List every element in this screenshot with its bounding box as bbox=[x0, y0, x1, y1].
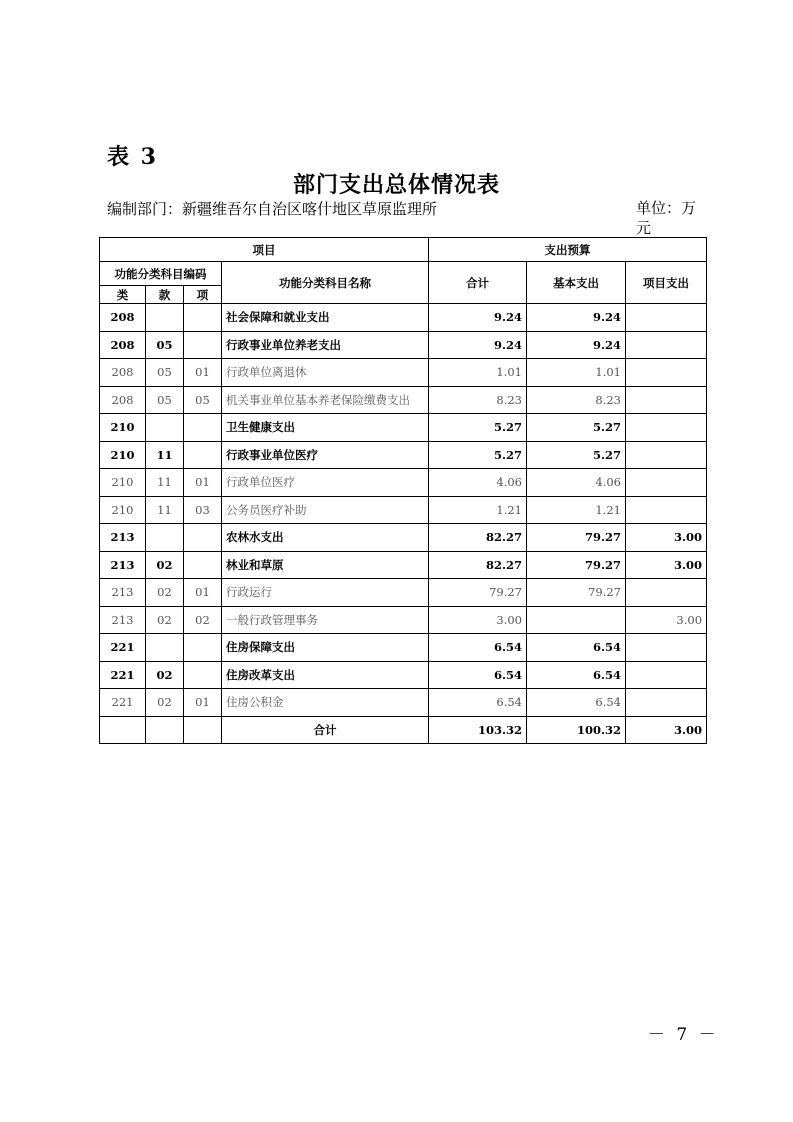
cell-kuan: 02 bbox=[146, 661, 184, 689]
cell-kuan: 02 bbox=[146, 551, 184, 579]
cell-kuan bbox=[146, 414, 184, 442]
cell-xiang bbox=[184, 441, 222, 469]
cell-kuan bbox=[146, 304, 184, 332]
cell-lei: 210 bbox=[100, 441, 146, 469]
cell-total: 9.24 bbox=[429, 331, 527, 359]
cell-basic: 79.27 bbox=[527, 579, 626, 607]
cell-lei: 210 bbox=[100, 496, 146, 524]
table-row bbox=[100, 386, 707, 414]
cell-name: 公务员医疗补助 bbox=[222, 496, 429, 524]
table-row bbox=[100, 496, 707, 524]
table-body bbox=[100, 304, 707, 717]
cell-kuan: 11 bbox=[146, 496, 184, 524]
cell-total: 6.54 bbox=[429, 634, 527, 662]
cell-project bbox=[626, 579, 707, 607]
cell-kuan: 11 bbox=[146, 469, 184, 497]
table-row bbox=[100, 304, 707, 332]
cell-name: 住房改革支出 bbox=[222, 661, 429, 689]
cell-total: 9.24 bbox=[429, 304, 527, 332]
total-label: 合计 bbox=[222, 716, 429, 744]
cell-xiang bbox=[184, 304, 222, 332]
cell-lei: 208 bbox=[100, 331, 146, 359]
cell-kuan bbox=[146, 634, 184, 662]
cell-name: 行政单位医疗 bbox=[222, 469, 429, 497]
table-row bbox=[100, 579, 707, 607]
cell-basic: 79.27 bbox=[527, 524, 626, 552]
cell-xiang: 01 bbox=[184, 689, 222, 717]
header-project-expense: 项目支出 bbox=[626, 262, 707, 304]
cell-lei: 213 bbox=[100, 606, 146, 634]
cell-kuan: 11 bbox=[146, 441, 184, 469]
header-xiang: 项 bbox=[184, 286, 222, 304]
cell-kuan: 02 bbox=[146, 689, 184, 717]
total-cell-empty bbox=[100, 716, 146, 744]
cell-total: 4.06 bbox=[429, 469, 527, 497]
cell-basic: 4.06 bbox=[527, 469, 626, 497]
cell-lei: 208 bbox=[100, 304, 146, 332]
cell-name: 行政单位离退休 bbox=[222, 359, 429, 387]
cell-xiang bbox=[184, 634, 222, 662]
total-cell-empty bbox=[146, 716, 184, 744]
cell-name: 行政运行 bbox=[222, 579, 429, 607]
cell-project bbox=[626, 661, 707, 689]
cell-basic: 5.27 bbox=[527, 414, 626, 442]
cell-total: 5.27 bbox=[429, 441, 527, 469]
cell-project bbox=[626, 414, 707, 442]
cell-basic: 6.54 bbox=[527, 634, 626, 662]
cell-basic: 9.24 bbox=[527, 331, 626, 359]
table-number: 表 3 bbox=[107, 144, 158, 170]
cell-xiang bbox=[184, 524, 222, 552]
cell-basic: 8.23 bbox=[527, 386, 626, 414]
cell-xiang: 02 bbox=[184, 606, 222, 634]
cell-name: 住房保障支出 bbox=[222, 634, 429, 662]
cell-project: 3.00 bbox=[626, 551, 707, 579]
page-title: 部门支出总体情况表 bbox=[292, 172, 500, 198]
table-row bbox=[100, 606, 707, 634]
table-row bbox=[100, 469, 707, 497]
cell-total: 6.54 bbox=[429, 661, 527, 689]
header-code-group: 功能分类科目编码 bbox=[100, 262, 222, 286]
cell-total: 1.01 bbox=[429, 359, 527, 387]
cell-project bbox=[626, 441, 707, 469]
cell-xiang: 01 bbox=[184, 579, 222, 607]
cell-project bbox=[626, 331, 707, 359]
cell-kuan bbox=[146, 524, 184, 552]
cell-total: 5.27 bbox=[429, 414, 527, 442]
cell-project bbox=[626, 496, 707, 524]
total-cell-empty bbox=[184, 716, 222, 744]
header-total: 合计 bbox=[429, 262, 527, 304]
cell-xiang bbox=[184, 331, 222, 359]
cell-lei: 213 bbox=[100, 579, 146, 607]
cell-lei: 221 bbox=[100, 634, 146, 662]
cell-xiang: 05 bbox=[184, 386, 222, 414]
cell-name: 社会保障和就业支出 bbox=[222, 304, 429, 332]
table-row bbox=[100, 551, 707, 579]
total-amount: 103.32 bbox=[429, 716, 527, 744]
cell-total: 6.54 bbox=[429, 689, 527, 717]
cell-total: 3.00 bbox=[429, 606, 527, 634]
header-name: 功能分类科目名称 bbox=[222, 262, 429, 304]
cell-kuan: 02 bbox=[146, 579, 184, 607]
total-row bbox=[100, 716, 707, 744]
cell-lei: 213 bbox=[100, 551, 146, 579]
cell-kuan: 02 bbox=[146, 606, 184, 634]
cell-project bbox=[626, 386, 707, 414]
cell-lei: 208 bbox=[100, 359, 146, 387]
cell-name: 卫生健康支出 bbox=[222, 414, 429, 442]
cell-lei: 208 bbox=[100, 386, 146, 414]
cell-total: 8.23 bbox=[429, 386, 527, 414]
cell-xiang: 01 bbox=[184, 359, 222, 387]
cell-project: 3.00 bbox=[626, 606, 707, 634]
cell-project bbox=[626, 304, 707, 332]
cell-xiang bbox=[184, 661, 222, 689]
cell-basic: 1.01 bbox=[527, 359, 626, 387]
cell-kuan: 05 bbox=[146, 386, 184, 414]
cell-kuan: 05 bbox=[146, 359, 184, 387]
table-row bbox=[100, 661, 707, 689]
cell-lei: 221 bbox=[100, 661, 146, 689]
cell-basic bbox=[527, 606, 626, 634]
cell-project bbox=[626, 359, 707, 387]
cell-basic: 1.21 bbox=[527, 496, 626, 524]
cell-project bbox=[626, 469, 707, 497]
cell-name: 机关事业单位基本养老保险缴费支出 bbox=[222, 386, 429, 414]
cell-project bbox=[626, 689, 707, 717]
cell-name: 林业和草原 bbox=[222, 551, 429, 579]
header-kuan: 款 bbox=[146, 286, 184, 304]
table-row bbox=[100, 441, 707, 469]
cell-lei: 213 bbox=[100, 524, 146, 552]
header-budget: 支出预算 bbox=[429, 238, 707, 262]
cell-xiang bbox=[184, 414, 222, 442]
cell-xiang: 03 bbox=[184, 496, 222, 524]
header-project: 项目 bbox=[100, 238, 429, 262]
page-number: － 7 － bbox=[648, 1025, 719, 1045]
cell-name: 一般行政管理事务 bbox=[222, 606, 429, 634]
cell-kuan: 05 bbox=[146, 331, 184, 359]
cell-total: 82.27 bbox=[429, 551, 527, 579]
department-label: 编制部门：新疆维吾尔自治区喀什地区草原监理所 bbox=[107, 200, 438, 218]
cell-project: 3.00 bbox=[626, 524, 707, 552]
total-project: 3.00 bbox=[626, 716, 707, 744]
cell-total: 79.27 bbox=[429, 579, 527, 607]
cell-basic: 9.24 bbox=[527, 304, 626, 332]
total-basic: 100.32 bbox=[527, 716, 626, 744]
cell-name: 农林水支出 bbox=[222, 524, 429, 552]
table-row bbox=[100, 524, 707, 552]
cell-project bbox=[626, 634, 707, 662]
table-row bbox=[100, 359, 707, 387]
cell-name: 行政事业单位医疗 bbox=[222, 441, 429, 469]
cell-total: 82.27 bbox=[429, 524, 527, 552]
cell-xiang: 01 bbox=[184, 469, 222, 497]
table-row bbox=[100, 331, 707, 359]
cell-xiang bbox=[184, 551, 222, 579]
cell-lei: 210 bbox=[100, 414, 146, 442]
cell-total: 1.21 bbox=[429, 496, 527, 524]
unit-label: 单位：万元 bbox=[636, 199, 697, 237]
table-row bbox=[100, 689, 707, 717]
cell-basic: 6.54 bbox=[527, 661, 626, 689]
expenditure-table bbox=[99, 237, 707, 744]
cell-name: 行政事业单位养老支出 bbox=[222, 331, 429, 359]
header-lei: 类 bbox=[100, 286, 146, 304]
cell-basic: 79.27 bbox=[527, 551, 626, 579]
cell-lei: 210 bbox=[100, 469, 146, 497]
header-basic: 基本支出 bbox=[527, 262, 626, 304]
cell-name: 住房公积金 bbox=[222, 689, 429, 717]
table-row bbox=[100, 634, 707, 662]
cell-basic: 5.27 bbox=[527, 441, 626, 469]
table-row bbox=[100, 414, 707, 442]
cell-lei: 221 bbox=[100, 689, 146, 717]
cell-basic: 6.54 bbox=[527, 689, 626, 717]
